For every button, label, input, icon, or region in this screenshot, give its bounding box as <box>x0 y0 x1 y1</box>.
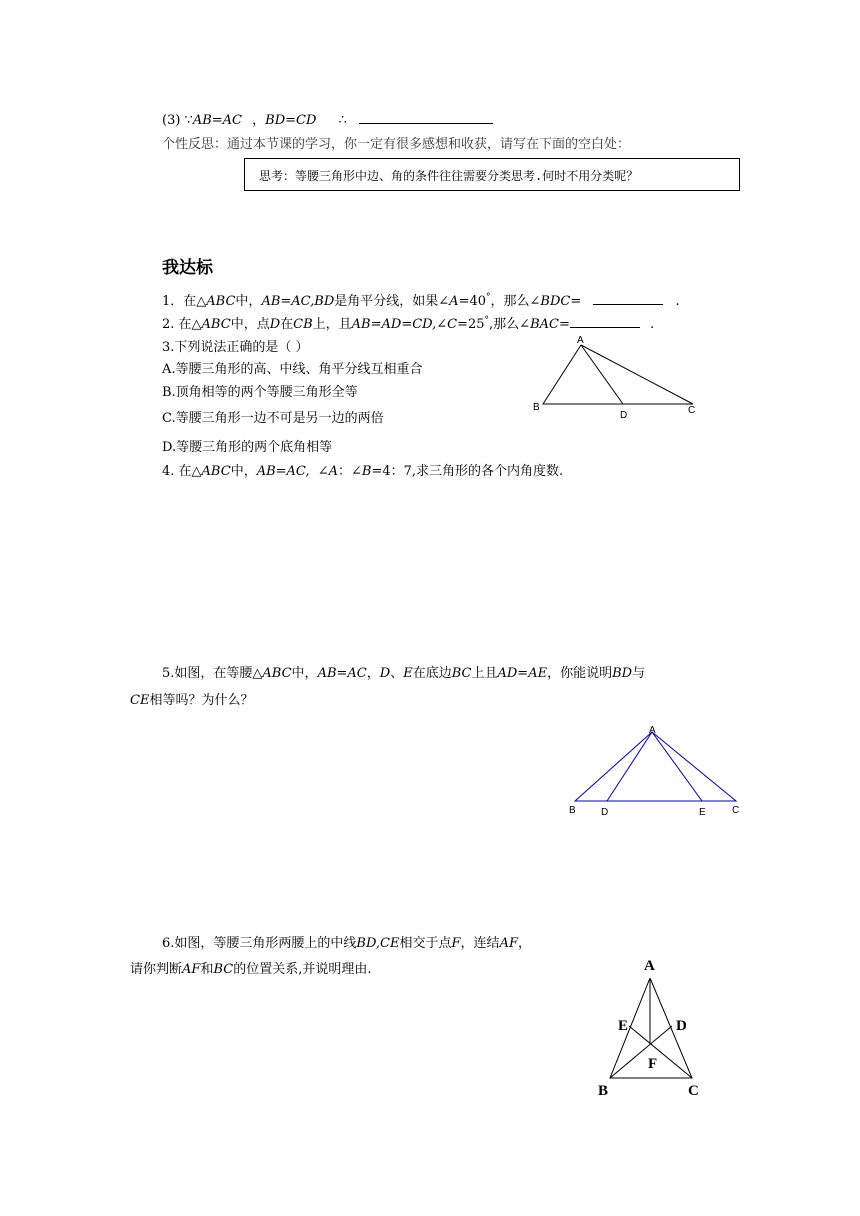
line3-bd-cd: BD=CD <box>265 113 317 128</box>
line3-ab-ac: AB=AC <box>192 113 242 128</box>
q6-line2-a: 请你判断 <box>130 962 183 977</box>
fig2-label-d: D <box>601 807 609 818</box>
q2-degree: ° <box>484 315 490 326</box>
q5-ab-ac: AB=AC <box>317 666 367 681</box>
q3-option-b: B.顶角相等的两个等腰三角形全等 <box>162 385 358 400</box>
q2-t6: = <box>558 317 570 332</box>
q2-tri: △ABC <box>191 317 231 332</box>
q2-num: 2. 在 <box>162 317 192 332</box>
q2-t1: 中，点 <box>230 317 270 332</box>
q4-cond: AB=AC, <box>256 464 310 479</box>
answer-blank-q2[interactable] <box>570 315 640 328</box>
q6-c: ，连结 <box>460 936 500 951</box>
q1-angle-a: ∠A <box>438 294 459 309</box>
q3-option-c: C.等腰三角形一边不可是另一边的两倍 <box>162 411 384 426</box>
q5-ad-ae: AD=AE <box>497 666 548 681</box>
q2-d: D <box>269 317 281 332</box>
fig2-label-a: A <box>649 725 656 736</box>
fig3-label-a: A <box>644 958 655 974</box>
q6-line2-c: 的位置关系,并说明理由. <box>233 962 372 977</box>
fig1-label-b: B <box>533 402 540 413</box>
fig1-label-a: A <box>577 335 584 346</box>
q5-d: D <box>379 666 391 681</box>
q6-line2-b: 和 <box>200 962 214 977</box>
question-2 <box>162 313 654 332</box>
q4-tri: △ABC <box>191 464 231 479</box>
q4-angle-b: ∠B <box>350 464 372 479</box>
q4-num: 4. 在 <box>162 464 192 479</box>
line3 <box>162 109 493 128</box>
q3-option-a: A.等腰三角形的高、中线、角平分线互相重合 <box>162 362 423 377</box>
q5-bc: BC <box>451 666 472 681</box>
line3-prefix: (3) ∵ <box>162 113 193 128</box>
therefore-symbol: ∴ <box>338 113 347 128</box>
q5-tri: △ABC <box>252 666 292 681</box>
q6-f: F <box>451 936 461 951</box>
fig2-triangle-abc <box>575 732 736 801</box>
fig2-label-b: B <box>569 805 576 816</box>
q1-cond: AB=AC,BD <box>261 294 335 309</box>
fig3-label-c: C <box>688 1083 699 1099</box>
question-1 <box>162 290 680 309</box>
q2-angle-c: ∠C <box>436 317 458 332</box>
question-5-line-2 <box>130 689 253 708</box>
answer-blank-3[interactable] <box>359 111 493 124</box>
answer-blank-q1[interactable] <box>593 292 663 305</box>
q5-b: 中， <box>291 666 318 681</box>
q2-cb: CB <box>293 317 313 332</box>
q5-ce: CE <box>130 693 150 708</box>
figure-2-triangle <box>562 724 748 820</box>
fig3-label-d: D <box>676 1018 687 1034</box>
q2-cond: AB=AD=CD, <box>351 317 437 332</box>
q1-t1: 中， <box>235 294 262 309</box>
q1-tri: △ABC <box>196 294 236 309</box>
q3-option-d: D.等腰三角形的两个底角相等 <box>162 440 333 455</box>
q1-end: . <box>675 294 680 309</box>
fig1-segment-ad <box>581 345 623 404</box>
q5-f: 上且 <box>471 666 498 681</box>
q2-ask: ∠BAC <box>519 317 559 332</box>
fig1-label-c: C <box>688 405 696 416</box>
fig2-label-c: C <box>732 805 740 816</box>
q5-a: 5.如图，在等腰 <box>162 666 253 681</box>
q2-end: . <box>650 317 655 332</box>
fig1-label-d: D <box>620 410 628 419</box>
q6-bc: BC <box>213 962 234 977</box>
reflection-line <box>162 133 630 152</box>
q1-t5: = <box>570 294 582 309</box>
reflection-text: 通过本节课的学习，你一定有很多感想和收获，请写在下面的空白处： <box>227 137 631 152</box>
q5-bd: BD <box>612 666 633 681</box>
q6-a: 6.如图，等腰三角形两腰上的中线 <box>162 936 357 951</box>
q5-line2: 相等吗？为什么？ <box>149 693 254 708</box>
q2-t3: 上，且 <box>312 317 352 332</box>
q6-af2: AF <box>182 962 201 977</box>
line3-sep: ， <box>252 113 266 128</box>
q4-t2: ： <box>337 464 351 479</box>
q4-t1: 中， <box>230 464 257 479</box>
fig3-label-e: E <box>618 1018 629 1034</box>
q6-d: ， <box>517 936 531 951</box>
fig3-label-b: B <box>598 1083 609 1099</box>
q2-t4: =25 <box>457 317 485 332</box>
reflection-label: 个性反思： <box>162 137 228 152</box>
question-4 <box>162 460 563 479</box>
section-title: 我达标 <box>162 258 213 278</box>
q1-t4: ，那么 <box>490 294 530 309</box>
q6-af: AF <box>499 936 518 951</box>
q1-num: 1．在 <box>162 294 197 309</box>
q5-ee: 在底边 <box>412 666 452 681</box>
figure-3-triangle <box>592 952 712 1100</box>
q2-t2: 在 <box>280 317 294 332</box>
q4-angle-a: ∠A <box>317 464 338 479</box>
q6-bdce: BD,CE <box>356 936 400 951</box>
question-6-line-1 <box>162 932 531 951</box>
figure-1-triangle <box>528 333 708 419</box>
fig3-label-f: F <box>648 1056 658 1072</box>
q5-h: 与 <box>632 666 646 681</box>
q1-t3: =40 <box>458 294 486 309</box>
q1-degree: ° <box>486 292 491 303</box>
think-box <box>244 158 740 191</box>
q5-c: ， <box>366 666 380 681</box>
q4-t3: =4：7,求三角形的各个内角度数. <box>371 464 564 479</box>
q5-g: ，你能说明 <box>547 666 613 681</box>
q5-dd: 、 <box>390 666 404 681</box>
fig2-label-e: E <box>699 807 706 818</box>
think-box-text: 思考：等腰三角形中边、角的条件往往需要分类思考.何时不用分类呢？ <box>259 169 639 183</box>
q5-e: E <box>403 666 413 681</box>
q1-t2: 是角平分线，如果 <box>334 294 439 309</box>
q2-t5: ,那么 <box>489 317 520 332</box>
q6-b: 相交于点 <box>399 936 452 951</box>
q1-ask: ∠BDC <box>529 294 571 309</box>
question-5-line-1 <box>162 662 645 681</box>
fig1-triangle-abc <box>543 345 693 404</box>
question-6-line-2 <box>130 958 371 977</box>
question-3-stem: 3.下列说法正确的是（ ） <box>162 340 309 355</box>
